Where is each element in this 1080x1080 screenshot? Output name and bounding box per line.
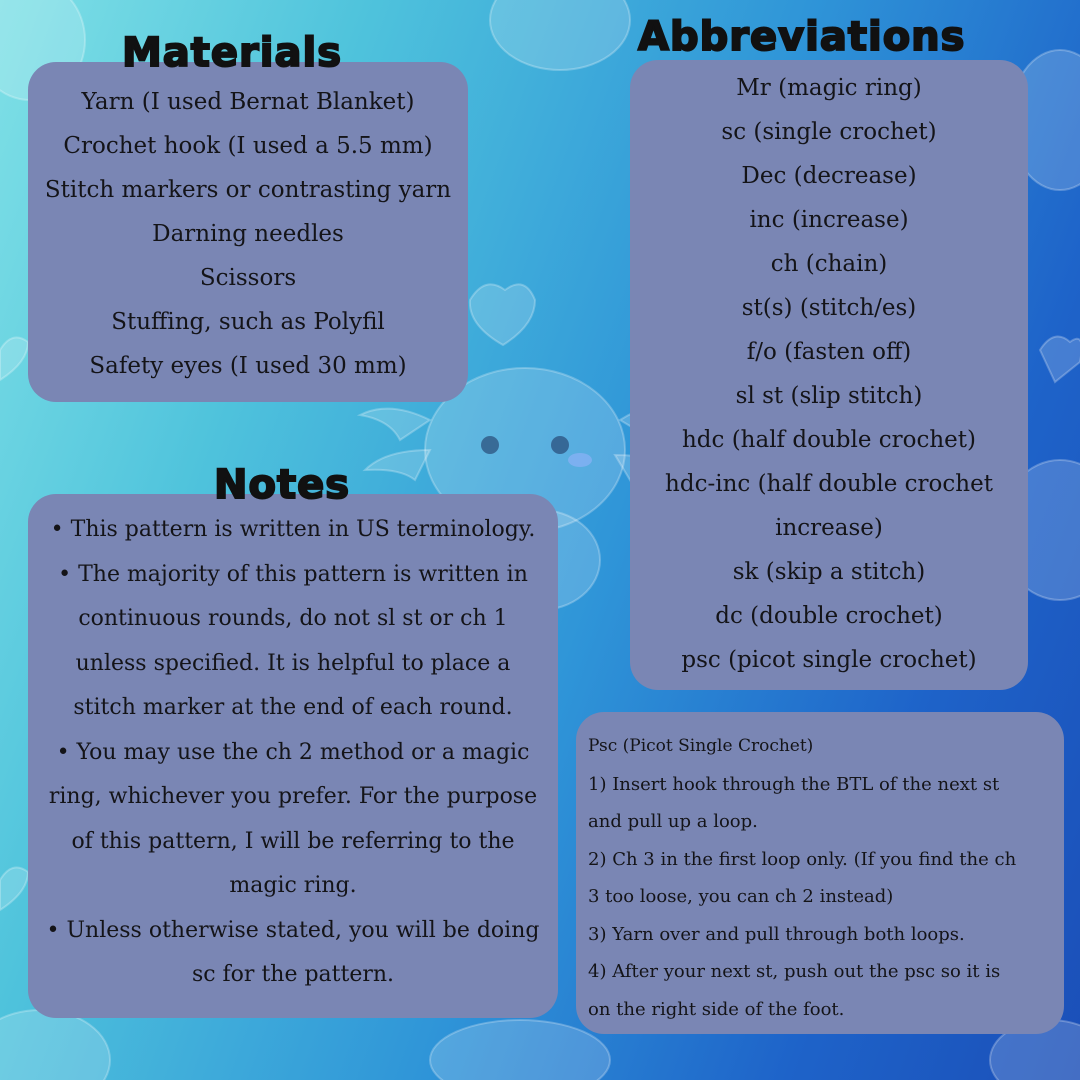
abbreviation-item: hdc (half double crochet) [681, 427, 977, 453]
psc-title: Psc (Picot Single Crochet) [588, 736, 814, 756]
abbreviation-item: f/o (fasten off) [746, 339, 912, 365]
materials-item: Crochet hook (I used a 5.5 mm) [63, 133, 433, 159]
psc-instructions-panel [576, 712, 1064, 1034]
notes-heading: Notes [214, 462, 351, 508]
psc-line: 3) Yarn over and pull through both loops. [588, 923, 965, 945]
notes-paragraph: • The majority of this pattern is written in continuous rounds, do not sl st or ch 1 unless specified. It is helpful to place a stitch marker at the end of each round. [58, 561, 528, 720]
abbreviation-item: Dec (decrease) [741, 163, 917, 189]
psc-line: 2) Ch 3 in the first loop only. (If you find the ch [588, 848, 1017, 870]
abbreviations-list [630, 66, 1028, 682]
abbreviations-panel [630, 60, 1028, 690]
notes-paragraph: • You may use the ch 2 method or a magic ring, whichever you prefer. For the purpose of this pattern, I will be referring to the magic ring. [48, 739, 538, 898]
psc-line: on the right side of the foot. [588, 998, 845, 1020]
psc-line: and pull up a loop. [588, 811, 758, 832]
notes-paragraph: • This pattern is written in US terminology. [50, 517, 536, 542]
materials-list [28, 80, 468, 388]
notes-panel [28, 494, 558, 1018]
materials-heading: Materials [122, 30, 342, 76]
materials-item: Stitch markers or contrasting yarn [44, 177, 452, 203]
abbreviation-item: increase) [775, 515, 883, 541]
psc-line: 4) After your next st, push out the psc so it is [588, 961, 1001, 982]
abbreviation-item: psc (picot single crochet) [681, 647, 977, 673]
abbreviation-item: sc (single crochet) [721, 119, 937, 145]
psc-line: 3 too loose, you can ch 2 instead) [588, 886, 894, 907]
abbreviation-item: st(s) (stitch/es) [741, 295, 917, 321]
abbreviations-heading: Abbreviations [638, 14, 966, 60]
materials-item: Yarn (I used Bernat Blanket) [81, 89, 415, 115]
abbreviation-item: Mr (magic ring) [736, 75, 922, 101]
abbreviation-item: ch (chain) [770, 251, 888, 277]
materials-item: Stuffing, such as Polyfil [111, 309, 385, 335]
materials-item: Scissors [199, 265, 297, 291]
abbreviation-item: hdc-inc (half double crochet [665, 471, 993, 497]
abbreviation-item: dc (double crochet) [715, 603, 943, 629]
materials-item: Safety eyes (I used 30 mm) [89, 353, 407, 379]
abbreviation-item: inc (increase) [749, 207, 909, 233]
materials-item: Darning needles [152, 221, 344, 247]
abbreviation-item: sl st (slip stitch) [735, 383, 923, 409]
notes-paragraph: • Unless otherwise stated, you will be doing sc for the pattern. [46, 917, 540, 987]
materials-panel [28, 62, 468, 402]
psc-line: 1) Insert hook through the BTL of the next st [588, 773, 1000, 795]
abbreviation-item: sk (skip a stitch) [732, 559, 926, 585]
